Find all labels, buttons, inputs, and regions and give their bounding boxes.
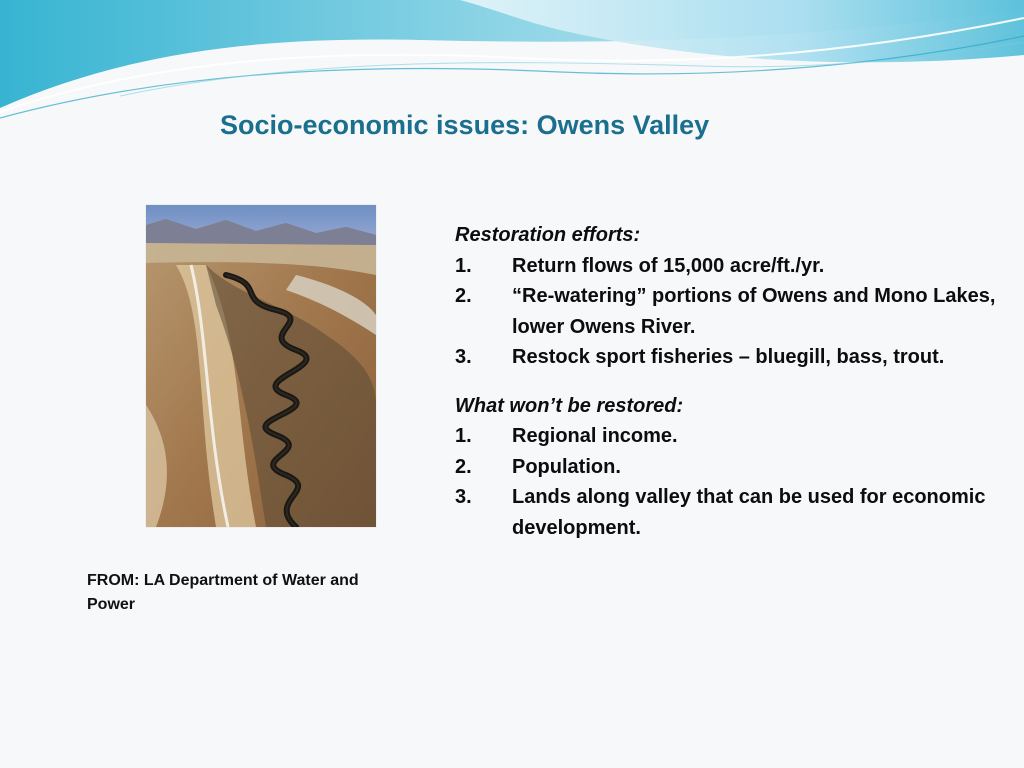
owens-river-aerial-photo (146, 205, 376, 527)
list-item-number: 3. (455, 486, 472, 508)
list-item-text: Restock sport fisheries – bluegill, bass, trout. (512, 346, 945, 368)
photo-source-caption: FROM: LA Department of Water and Power (87, 572, 359, 613)
list-item-text: Return flows of 15,000 acre/ft./yr. (512, 254, 825, 277)
list-item-number: 2. (455, 285, 472, 307)
list-item (455, 452, 1000, 483)
list-item-number: 1. (455, 425, 472, 447)
list-item-text: Regional income. (512, 425, 678, 447)
list-item-text: Lands along valley that can be used for economic development. (512, 486, 986, 539)
slide-title: Socio-economic issues: Owens Valley (220, 110, 710, 140)
list-item-text: Population. (512, 455, 621, 478)
not-restored-heading: What won’t be restored: (455, 394, 684, 417)
list-item-number: 3. (455, 346, 472, 368)
list-item (455, 342, 1000, 373)
list-item (455, 251, 1000, 282)
list-item-number: 2. (455, 455, 472, 478)
list-item (455, 482, 1000, 543)
slide-body (455, 220, 1000, 543)
list-item-number: 1. (455, 254, 472, 277)
restoration-heading: Restoration efforts: (455, 224, 641, 246)
not-restored-list (455, 421, 1000, 543)
list-item (455, 421, 1000, 452)
list-item-text: “Re-watering” portions of Owens and Mono Lakes, lower Owens River. (512, 285, 996, 338)
restoration-list (455, 251, 1000, 373)
list-item (455, 281, 1000, 342)
section-spacer (455, 373, 1000, 391)
